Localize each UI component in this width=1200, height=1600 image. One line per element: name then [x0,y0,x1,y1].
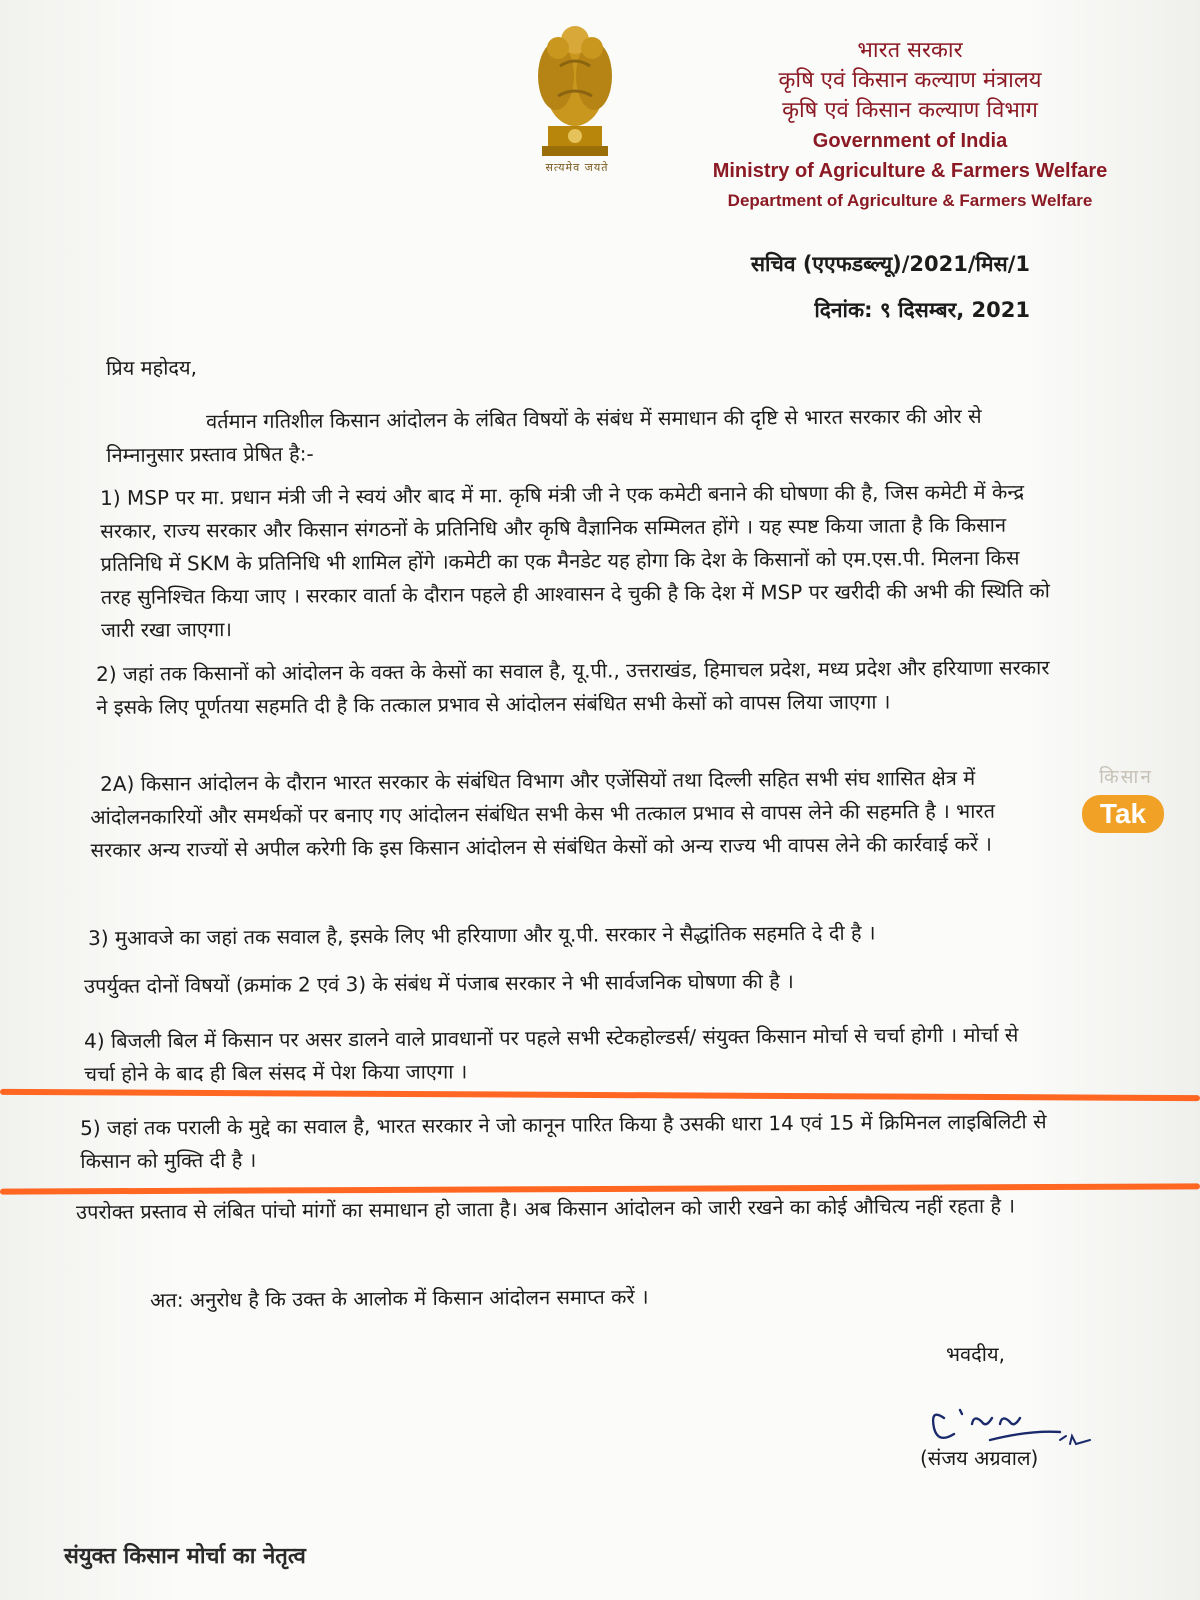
paragraph-point-4: 4) बिजली बिल में किसान पर असर डालने वाले प्रावधानों पर पहले सभी स्टेकहोल्डर्स/ संयुक्त किसान मोर्चा से चर्चा होगी । मोर्चा से चर्चा होने के बाद ही बिल संसद में पेश किया जाएगा । [84,1022,1019,1086]
paragraph-conclusion: उपरोक्त प्रस्ताव से लंबित पांचो मांगों का समाधान हो जाता है। अब किसान आंदोलन को जारी रखने का कोई औचित्य नहीं रहता है । [76,1193,1016,1224]
addressee: संयुक्त किसान मोर्चा का नेतृत्व [64,1544,306,1569]
letterhead-line-en-3: Department of Agriculture & Farmers Welfare [727,191,1093,210]
paragraph-intro: वर्तमान गतिशील किसान आंदोलन के लंबित विषयों के संबंध में समाधान की दृष्टि से भारत सरकार की ओर से निम्नानुसार प्रस्ताव प्रेषित है:- [106,403,982,467]
paragraph-punjab-note: उपर्युक्त दोनों विषयों (क्रमांक 2 एवं 3) के संबंध में पंजाब सरकार ने भी सार्वजनिक घोषणा की है । [84,969,794,998]
emblem-motto: सत्यमेव जयते [545,161,609,174]
paragraph-point-5: 5) जहां तक पराली के मुद्दे का सवाल है, भारत सरकार ने जो कानून पारित किया है उसकी धारा 14 एवं 15 में क्रिमिनल लाइबिलिटी से किसान को मुक्ति दी है । [80,1109,1047,1173]
state-emblem-icon [520,6,630,181]
paragraph-point-1: 1) MSP पर मा. प्रधान मंत्री जी ने स्वयं और बाद में मा. कृषि मंत्री जी ने एक कमेटी बनाने की घोषणा की है, जिस कमेटी में केन्द्र सरकार, राज्य सरकार और किसान संगठनों के प्रतिनिधि और कृषि वैज्ञानिक सम्मिलत होंगे । यह स्पष्ट किया जाता है कि किसान प्रतिनिधि में SKM के प्रतिनिधि भी शामिल होंगे ।कमेटी का एक मैनडेट यह होगा कि देश के किसानों को एम.एस.पी. मिलना किस तरह सुनिश्चित किया जाए । सरकार वार्ता के दौरान पहले ही आश्वासन दे चुकी है कि देश में MSP पर खरीदी की अभी की स्थिति को जारी रखा जाएगा। [100,479,1051,642]
letterhead-line-en-1: Government of India [812,130,1008,152]
paragraph-point-2a: 2A) किसान आंदोलन के दौरान भारत सरकार के संबंधित विभाग और एजेंसियों तथा दिल्ली सहित सभी संघ शासित क्षेत्र में आंदोलनकारियों और समर्थकों पर बनाए गए आंदोलन संबंधित सभी केस भी तत्काल प्रभाव से वापस लेने की सहमति है । भारत सरकार अन्य राज्यों से अपील करेगी कि इस किसान आंदोलन से संबंधित केसों को अन्य राज्य भी वापस लेने की कार्रवाई करें । [90,765,996,862]
letterhead [640,36,1180,216]
letterhead-line-hi-1: भारत सरकार [857,38,963,63]
reference-number: सचिव (एएफडब्ल्यू)/2021/मिस/1 [750,252,1030,276]
watermark-logo: Tak [1082,795,1164,833]
letterhead-line-hi-3: कृषि एवं किसान कल्याण विभाग [782,98,1038,123]
closing: भवदीय, [946,1342,1005,1366]
paragraph-request: अत: अनुरोध है कि उक्त के आलोक में किसान आंदोलन समाप्त करें । [150,1284,649,1312]
watermark-text: किसान [1099,766,1153,788]
paragraph-point-2: 2) जहां तक किसानों को आंदोलन के वक्त के केसों का सवाल है, यू.पी., उत्तराखंड, हिमाचल प्रदेश, मध्य प्रदेश और हरियाणा सरकार ने इसके लिए पूर्णतया सहमति दी है कि तत्काल प्रभाव से आंदोलन संबंधित सभी केसों को वापस लिया जाएगा । [96,655,1050,719]
letterhead-line-hi-2: कृषि एवं किसान कल्याण मंत्रालय [778,68,1042,93]
salutation: प्रिय महोदय, [106,355,198,380]
letter-date: दिनांक: ९ दिसम्बर, 2021 [814,298,1030,322]
paragraph-point-3: 3) मुआवजे का जहां तक सवाल है, इसके लिए भी हरियाणा और यू.पी. सरकार ने सैद्धांतिक सहमति दे दी है । [88,920,876,950]
signer-name: (संजय अग्रवाल) [920,1446,1039,1470]
highlight-underline [0,1089,1200,1101]
letterhead-line-en-2: Ministry of Agriculture & Farmers Welfare [712,160,1108,182]
